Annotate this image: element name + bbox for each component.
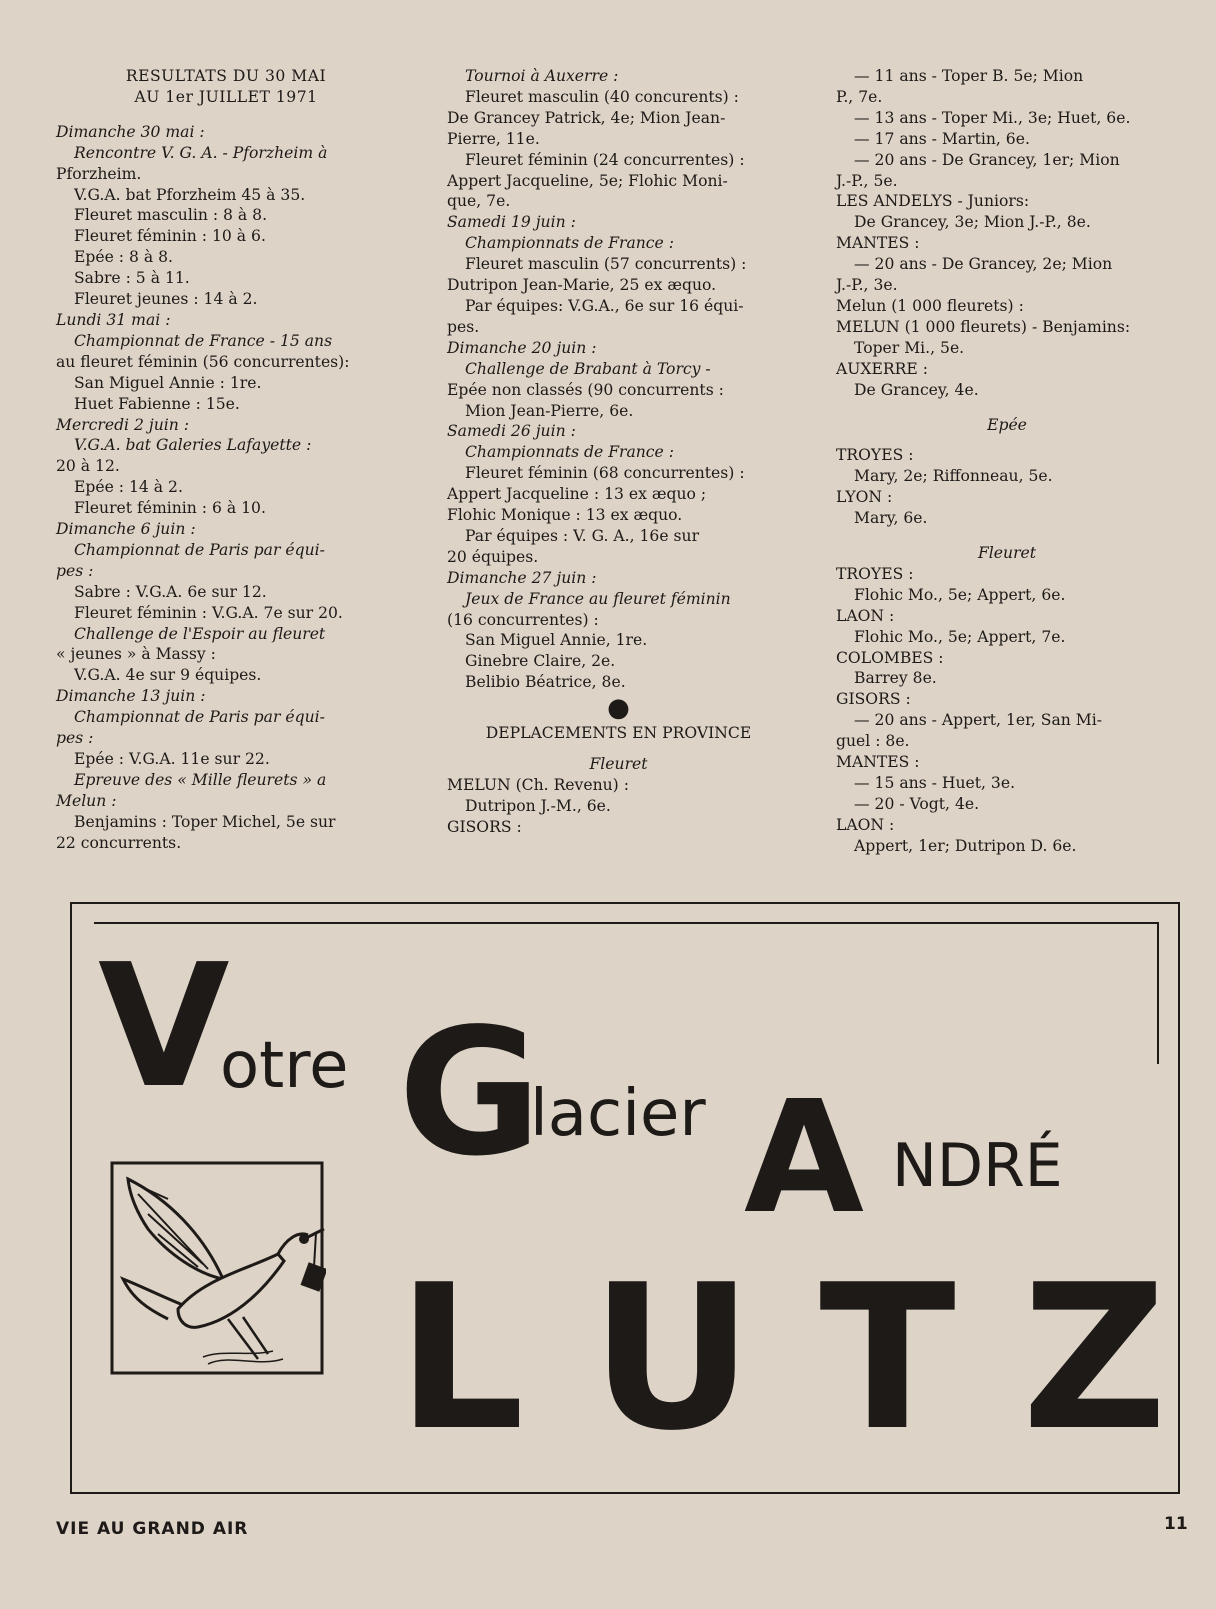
text-line: Appert, 1er; Dutripon D. 6e. [854,836,1077,855]
event-title: Championnats de France : [465,234,674,253]
text-line: — 11 ans - Toper B. 5e; Mion [854,67,1084,85]
ad-word-otre: otre [220,1029,349,1103]
event-title: Championnat de Paris par équi- [74,540,325,559]
text-line: Appert Jacqueline, 5e; Flohic Moni- [447,171,728,190]
date-heading: Dimanche 20 juin : [447,338,597,357]
text-line: Ginebre Claire, 2e. [465,652,616,671]
text-line: 20 équipes. [447,547,539,566]
text-line: P., 7e. [836,87,883,106]
text-line: Pierre, 11e. [447,129,540,148]
text-line: LAON : [836,606,895,625]
results-title: RESULTATS DU 30 MAI [125,67,327,85]
text-line: Mary, 2e; Riffonneau, 5e. [854,467,1053,486]
text-line: — 20 - Vogt, 4e. [854,794,980,813]
section-heading: DEPLACEMENTS EN PROVINCE [485,724,752,743]
text-line: Fleuret féminin : V.G.A. 7e sur 20. [74,603,343,622]
text-line: 22 concurrents. [56,833,182,852]
text-line: Epée : V.G.A. 11e sur 22. [74,750,270,768]
text-line: Flohic Monique : 13 ex æquo. [447,506,683,525]
ad-letter-a: A [744,1067,864,1248]
text-line: Fleuret féminin (68 concurrentes) : [465,464,745,483]
date-heading: Samedi 26 juin : [447,422,576,441]
text-line: San Miguel Annie : 1re. [74,373,262,392]
text-line: au fleuret féminin (56 concurrentes): [56,352,350,371]
text-line: De Grancey, 4e. [854,380,979,399]
date-heading: Dimanche 13 juin : [56,687,206,706]
text-line: MELUN (Ch. Revenu) : [447,776,629,794]
section-subheading: Epée [987,415,1027,434]
text-line: Fleuret féminin (24 concurrentes) : [465,150,745,169]
text-line: Epée : 14 à 2. [74,478,183,497]
date-heading: Dimanche 30 mai : [56,122,205,141]
date-heading: Samedi 19 juin : [447,213,576,232]
text-line: Par équipes : V. G. A., 16e sur [465,526,700,545]
text-line: AUXERRE : [836,359,928,378]
text-line: 20 à 12. [56,457,120,476]
text-line: Fleuret masculin (57 concurrents) : [465,255,747,274]
text-line: LAON : [836,815,895,834]
event-title: Championnat de Paris par équi- [74,708,325,727]
event-title: Tournoi à Auxerre : [465,67,619,85]
ad-lutz-letter: T [819,1242,956,1475]
text-line: De Grancey Patrick, 4e; Mion Jean- [447,108,726,127]
text-line: MANTES : [836,753,920,772]
ad-name-lutz [397,1242,1167,1475]
text-line: San Miguel Annie, 1re. [465,631,648,650]
text-line: TROYES : [836,446,914,465]
text-line: Mion Jean-Pierre, 6e. [465,401,634,420]
page-number: 11 [1164,1514,1188,1534]
event-title: pes : [56,729,94,748]
text-line: que, 7e. [447,192,511,211]
text-line: Fleuret masculin : 8 à 8. [74,206,268,225]
text-line: Belibio Béatrice, 8e. [465,673,626,692]
text-line: Par équipes: V.G.A., 6e sur 16 équi- [465,296,744,315]
text-line: Melun (1 000 fleurets) : [836,296,1024,315]
text-line: De Grancey, 3e; Mion J.-P., 8e. [854,213,1091,232]
magazine-name: VIE AU GRAND AIR [56,1519,249,1539]
text-line: J.-P., 5e. [836,171,898,190]
section-subheading: Fleuret [977,544,1037,563]
text-line: Barrey 8e. [854,669,937,688]
advertisement [70,902,1180,1494]
text-line: MELUN (1 000 fleurets) - Benjamins: [836,317,1131,336]
event-title: Championnat de France - 15 ans [74,331,333,350]
text-line: « jeunes » à Massy : [56,645,216,664]
event-title: Melun : [56,791,117,810]
event-title: Championnats de France : [465,443,674,462]
text-line: — 15 ans - Huet, 3e. [854,774,1016,792]
ad-lutz-letter: U [590,1242,754,1475]
text-line: — 17 ans - Martin, 6e. [854,129,1030,148]
column-2 [447,66,790,838]
text-line: GISORS : [447,817,522,836]
results-subtitle: AU 1er JUILLET 1971 [134,87,318,106]
text-line: guel : 8e. [836,732,910,751]
stork-icon [108,1159,326,1377]
text-line: — 20 ans - De Grancey, 2e; Mion [854,255,1113,274]
text-line: Pforzheim. [56,164,142,183]
ad-lutz-letter: Z [1021,1242,1167,1475]
text-line: Dutripon J.-M., 6e. [465,796,611,815]
ad-word-ndre: NDRÉ [892,1131,1063,1201]
event-title: Rencontre V. G. A. - Pforzheim à [74,143,328,162]
text-line: (16 concurrentes) : [447,610,599,629]
text-line: MANTES : [836,234,920,253]
text-line: Toper Mi., 5e. [854,338,965,357]
event-title: Jeux de France au fleuret féminin [465,589,731,608]
date-heading: Lundi 31 mai : [56,310,171,329]
text-line: pes. [447,317,480,336]
text-line: Epée : 8 à 8. [74,248,173,267]
event-title: V.G.A. bat Galeries Lafayette : [74,436,312,455]
date-heading: Dimanche 6 juin : [56,520,196,539]
text-line: Sabre : 5 à 11. [74,269,190,288]
text-line: J.-P., 3e. [836,276,898,295]
event-title: Challenge de l'Espoir au fleuret [74,624,326,643]
section-subheading: Fleuret [589,755,648,774]
text-line: Sabre : V.G.A. 6e sur 12. [74,582,267,601]
text-line: TROYES : [836,564,914,583]
ad-letter-g: G [398,992,542,1195]
text-line: Fleuret féminin : 6 à 10. [74,499,266,518]
text-line: V.G.A. 4e sur 9 équipes. [74,666,262,685]
event-title: Challenge de Brabant à Torcy - [465,359,711,378]
column-3 [836,66,1178,857]
text-line: Epée non classés (90 concurrents : [447,380,724,399]
text-line: Fleuret féminin : 10 à 6. [74,227,266,246]
column-1 [56,66,396,854]
text-line: V.G.A. bat Pforzheim 45 à 35. [74,185,306,204]
ad-letter-v: V [98,928,230,1126]
text-line: — 20 ans - Appert, 1er, San Mi- [854,711,1102,730]
text-line: LYON : [836,488,893,507]
text-line: Appert Jacqueline : 13 ex æquo ; [447,485,707,504]
text-line: Huet Fabienne : 15e. [74,394,240,413]
ad-lutz-letter: L [397,1242,525,1475]
text-line: Flohic Mo., 5e; Appert, 6e. [854,585,1066,604]
text-line: Benjamins : Toper Michel, 5e sur [74,812,336,831]
bullet-separator: ● [607,693,630,724]
text-line: Dutripon Jean-Marie, 25 ex æquo. [447,276,717,295]
date-heading: Dimanche 27 juin : [447,568,597,587]
text-line: — 20 ans - De Grancey, 1er; Mion [854,150,1120,169]
text-line: COLOMBES : [836,648,944,667]
text-line: LES ANDELYS - Juniors: [836,192,1030,211]
text-line: GISORS : [836,690,911,709]
text-line: Flohic Mo., 5e; Appert, 7e. [854,627,1066,646]
text-line: Fleuret masculin (40 concurents) : [465,87,739,106]
text-line: Fleuret jeunes : 14 à 2. [74,290,258,309]
date-heading: Mercredi 2 juin : [56,415,189,434]
ad-word-lacier: lacier [530,1077,706,1151]
event-title: pes : [56,561,94,580]
event-title: Epreuve des « Mille fleurets » a [74,770,327,789]
text-line: Mary, 6e. [854,509,928,528]
text-line: — 13 ans - Toper Mi., 3e; Huet, 6e. [854,108,1131,127]
